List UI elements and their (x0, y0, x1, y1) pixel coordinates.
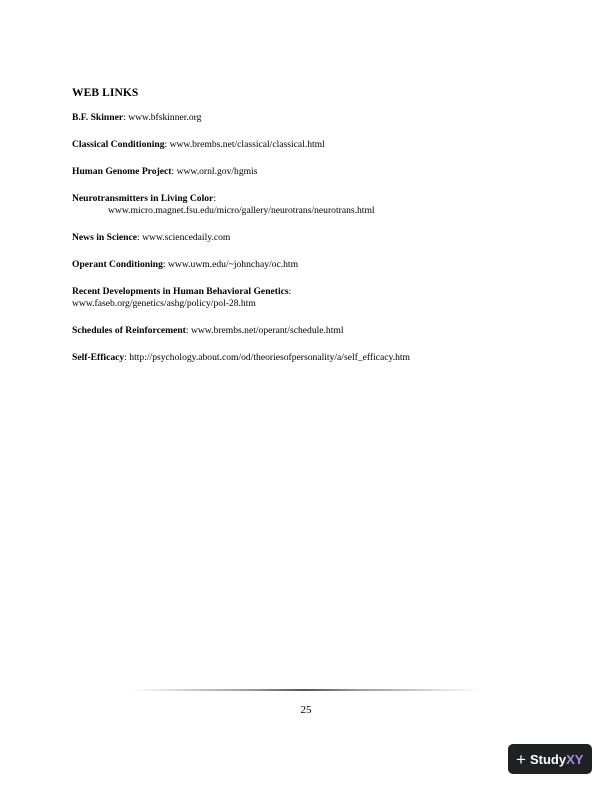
page-number: 25 (300, 704, 312, 716)
link-entry (72, 259, 552, 271)
link-entry (72, 139, 552, 151)
link-entry (72, 352, 552, 364)
link-name: Self-Efficacy (72, 352, 125, 363)
link-url[interactable]: http://psychology.about.com/od/theoriesofpersonality/a/self_efficacy.htm (129, 352, 411, 363)
link-url[interactable]: www.bfskinner.org (128, 112, 202, 123)
link-name: Human Genome Project (72, 166, 172, 177)
link-entry (72, 193, 552, 217)
link-separator: : (162, 259, 168, 270)
link-entry (72, 166, 552, 178)
link-url[interactable]: www.ornl.gov/hgmis (176, 166, 258, 177)
footer-divider (130, 689, 480, 691)
badge-text-accent: XY (566, 751, 584, 767)
link-entry (72, 112, 552, 124)
link-url[interactable]: www.brembs.net/operant/schedule.html (190, 325, 344, 336)
plus-icon: + (516, 749, 526, 769)
link-url[interactable]: www.sciencedaily.com (142, 232, 231, 243)
link-url[interactable]: www.uwm.edu/~johnchay/oc.htm (167, 259, 299, 270)
section-heading: WEB LINKS (72, 87, 139, 99)
link-entry (72, 325, 552, 337)
link-entry (72, 286, 552, 310)
link-separator: : (164, 139, 170, 150)
studyxy-badge[interactable] (508, 744, 592, 774)
web-links-list (72, 112, 552, 379)
link-separator: : (213, 193, 216, 204)
link-name: Operant Conditioning (72, 259, 163, 270)
link-separator: : (185, 325, 191, 336)
link-separator: : (137, 232, 143, 243)
link-separator: : (171, 166, 177, 177)
link-separator: : (288, 286, 292, 297)
link-name: Schedules of Reinforcement (72, 325, 186, 336)
link-url[interactable]: www.brembs.net/classical/classical.html (169, 139, 325, 150)
link-name: News in Science (72, 232, 138, 243)
badge-text-main: Study (529, 751, 567, 767)
link-entry (72, 232, 552, 244)
link-name: Classical Conditioning (72, 139, 165, 150)
link-separator: : (124, 352, 130, 363)
link-name: B.F. Skinner (72, 112, 124, 123)
link-name: Neurotransmitters in Living Color (72, 193, 214, 204)
link-name: Recent Developments in Human Behavioral Genetics (72, 286, 289, 297)
link-url[interactable]: www.faseb.org/genetics/ashg/policy/pol-28.htm (72, 298, 256, 309)
link-url[interactable]: www.micro.magnet.fsu.edu/micro/gallery/neurotrans/neurotrans.html (108, 205, 375, 216)
link-separator: : (123, 112, 129, 123)
